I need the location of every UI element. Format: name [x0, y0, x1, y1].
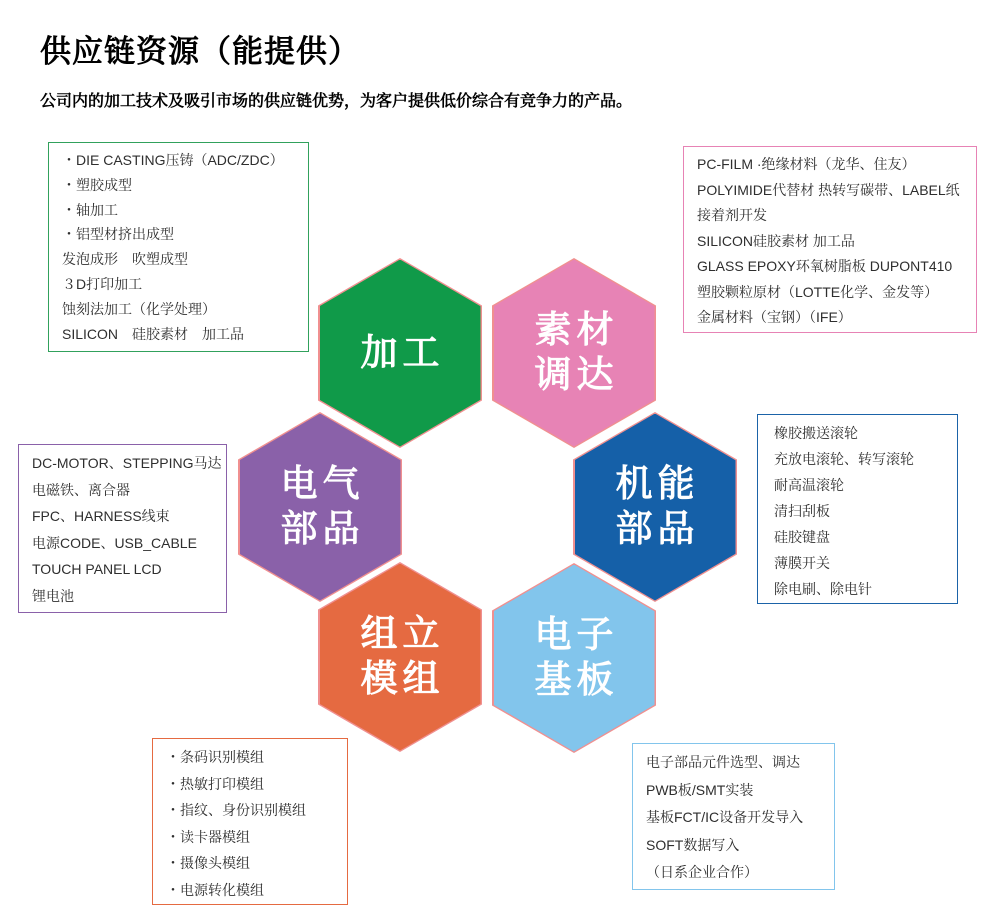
list-item: 薄膜开关: [774, 555, 830, 571]
list-item: （日系企业合作）: [646, 864, 758, 880]
hexagon-label-line: 素材: [534, 310, 619, 351]
list-item: 橡胶搬送滚轮: [774, 425, 858, 441]
list-item: ・指纹、身份识别模组: [166, 802, 306, 818]
hexagon-electronic-boards: [492, 563, 656, 753]
box-functional-parts-list: [757, 414, 958, 604]
list-item: 金属材料（宝钢）（IFE）: [697, 309, 852, 325]
list-item: GLASS EPOXY环氧树脂板 DUPONT410: [697, 258, 953, 274]
box-material-procurement-list: [683, 146, 977, 333]
hexagon-assembly-modules: [318, 562, 482, 752]
hexagon-label-line: 基板: [534, 660, 619, 701]
hexagon-label-line: 组立: [360, 614, 445, 655]
list-item: 发泡成形 吹塑成型: [62, 251, 188, 268]
hexagon-label-line: 部品: [280, 509, 365, 550]
hexagon-label-line: 电气: [280, 464, 365, 505]
hexagon-label-line: 机能: [615, 464, 700, 505]
box-assembly-modules-list: [152, 738, 348, 905]
hexagon-label: [492, 563, 656, 753]
list-item: ・电源转化模组: [166, 881, 264, 898]
hexagon-label: [318, 562, 482, 752]
list-item: 基板FCT/IC设备开发导入: [646, 809, 804, 825]
list-item: 电磁铁、离合器: [32, 481, 130, 498]
list-item: 耐高温滚轮: [774, 477, 844, 493]
list-item: 电子部品元件选型、调达: [646, 754, 800, 770]
list-item: SILICON 硅胶素材 加工品: [62, 325, 245, 342]
list-item: PWB板/SMT实装: [646, 781, 754, 798]
list-item: ・轴加工: [62, 201, 118, 218]
hexagon-label-line: 模组: [360, 659, 445, 700]
page-title: 供应链资源（能提供）: [40, 34, 360, 69]
list-item: 接着剂开发: [697, 207, 767, 223]
list-item: SOFT数据写入: [646, 836, 740, 853]
list-item: ・热敏打印模组: [166, 775, 264, 792]
list-item: 硅胶键盘: [774, 529, 830, 545]
list-item: 锂电池: [32, 587, 74, 604]
hexagon-label-line: 电子: [534, 615, 619, 656]
list-item: ・DIE CASTING压铸（ADC/ZDC）: [62, 152, 284, 168]
list-item: FPC、HARNESS线束: [32, 508, 170, 524]
list-item: TOUCH PANEL LCD: [32, 561, 162, 577]
list-item: DC-MOTOR、STEPPING马达: [32, 455, 222, 471]
list-item: 除电刷、除电针: [774, 581, 872, 597]
list-item: PC-FILM ·绝缘材料（龙华、住友）: [697, 156, 916, 172]
list-item: 清扫刮板: [774, 503, 830, 519]
list-item: 蚀刻法加工（化学处理）: [62, 300, 216, 317]
list-item: 塑胶颗粒原材（LOTTE化学、金发等）: [697, 283, 939, 300]
box-electronic-boards-list: [632, 743, 835, 890]
list-item: ・读卡器模组: [166, 828, 250, 845]
list-item: ・摄像头模组: [166, 855, 250, 871]
list-item: 充放电滚轮、转写滚轮: [774, 451, 914, 467]
box-electrical-parts-list: [18, 444, 227, 613]
list-item: 电源CODE、USB_CABLE: [32, 534, 197, 551]
list-item: SILICON硅胶素材 加工品: [697, 232, 855, 249]
list-item: ・铝型材挤出成型: [62, 226, 174, 243]
hexagon-label-line: 部品: [615, 509, 700, 550]
list-item: ・塑胶成型: [62, 176, 132, 193]
list-item: ・条码识别模组: [166, 749, 264, 765]
hexagon-label-line: 调达: [534, 355, 619, 396]
box-processing-list: [48, 142, 309, 352]
page-subtitle: 公司内的加工技术及吸引市场的供应链优势，为客户提供低价综合有竞争力的产品。: [40, 93, 633, 110]
hexagon-label-line: 加工: [360, 332, 445, 374]
list-item: ３D打印加工: [62, 275, 143, 292]
list-item: POLYIMIDE代替材 热转写碳带、LABEL纸: [697, 181, 960, 198]
